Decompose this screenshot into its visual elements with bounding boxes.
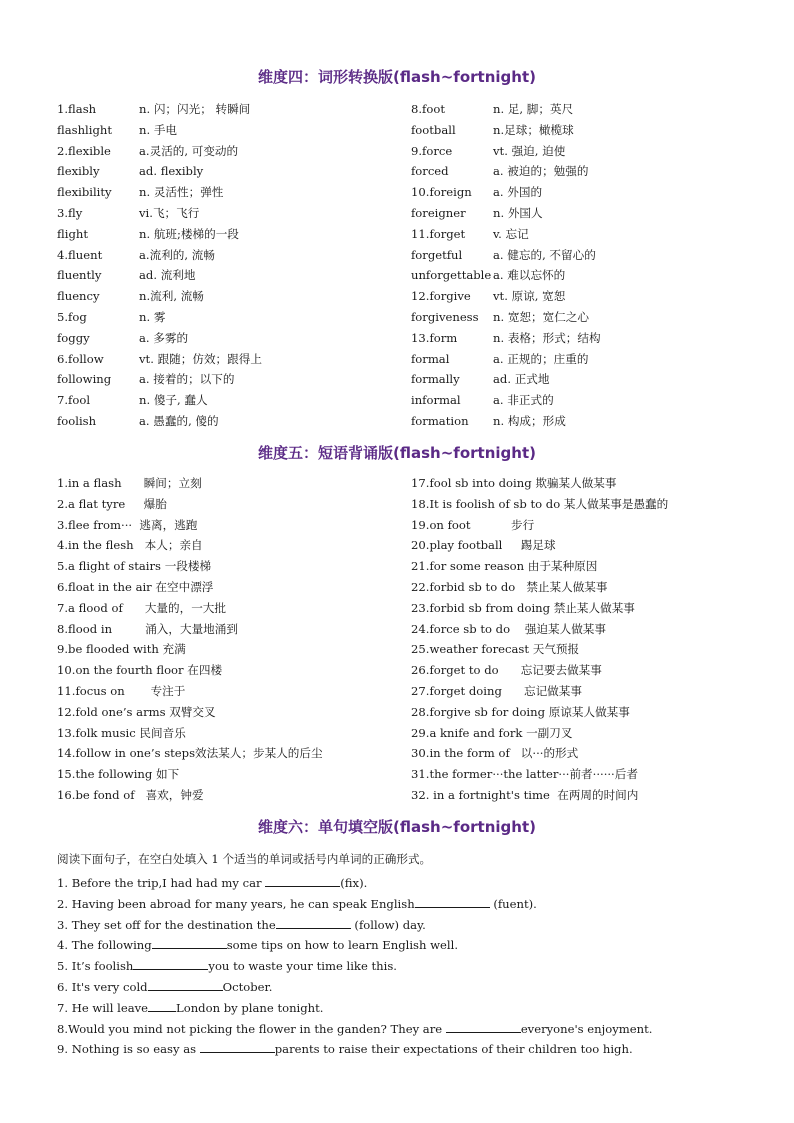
exercise-text-after: some tips on how to learn English well. — [226, 938, 459, 953]
vocab-meaning: a. 多雾的 — [139, 330, 189, 345]
answer-blank[interactable] — [133, 956, 208, 970]
exercise-text-before: 1. Before the trip,I had had my car — [57, 876, 266, 890]
section5-left-column — [57, 473, 402, 806]
vocab-row — [411, 307, 751, 328]
answer-blank[interactable] — [148, 977, 223, 991]
phrase-text: 20.play football 踢足球 — [411, 538, 556, 553]
vocab-word: 13.form — [411, 330, 458, 345]
phrase-row — [411, 785, 756, 806]
exercise-text-after: you to waste your time like this. — [208, 959, 397, 974]
phrase-text: 26.forget to do 忘记要去做某事 — [411, 663, 602, 678]
phrase-row — [57, 702, 402, 723]
phrase-row — [57, 723, 402, 744]
section4-left-column — [57, 99, 397, 432]
phrase-row — [57, 743, 402, 764]
vocab-meaning: n. 雾 — [139, 309, 166, 324]
exercise-item — [57, 915, 747, 936]
vocab-meaning: n. 闪；闪光； 转瞬间 — [139, 102, 251, 116]
vocab-row — [411, 328, 751, 349]
phrase-row — [57, 577, 402, 598]
phrase-row — [411, 743, 756, 764]
phrase-text: 2.a flat tyre 爆胎 — [57, 496, 167, 511]
exercise-item — [57, 956, 747, 977]
answer-blank[interactable] — [446, 1019, 521, 1033]
vocab-row — [57, 390, 397, 411]
vocab-word: forgetful — [411, 247, 463, 262]
vocab-word: 5.fog — [57, 309, 87, 324]
vocab-row — [411, 141, 751, 162]
vocab-meaning: n. 构成；形成 — [493, 413, 566, 428]
vocab-word: flexibility — [57, 185, 112, 200]
vocab-meaning: n. 灵活性；弹性 — [139, 185, 224, 200]
phrase-text: 18.It is foolish of sb to do 某人做某事是愚蠢的 — [411, 496, 669, 511]
exercise-list — [57, 873, 747, 1060]
vocab-row — [411, 369, 751, 390]
phrase-row — [57, 494, 402, 515]
section4-title: 维度四：词形转换版(flash~fortnight) — [258, 68, 536, 86]
vocab-row — [411, 161, 751, 182]
exercise-text-after: October. — [222, 979, 273, 994]
vocab-row — [57, 182, 397, 203]
phrase-text: 19.on foot 步行 — [411, 517, 535, 532]
vocab-word: formal — [411, 351, 450, 366]
phrase-text: 28.forgive sb for doing 原谅某人做某事 — [411, 704, 630, 719]
vocab-meaning: a. 健忘的, 不留心的 — [493, 247, 596, 262]
phrase-row — [57, 535, 402, 556]
exercise-item — [57, 977, 747, 998]
phrase-text: 24.force sb to do 强迫某人做某事 — [411, 621, 606, 636]
vocab-meaning: a. 接着的；以下的 — [139, 372, 235, 387]
phrase-row — [57, 785, 402, 806]
vocab-meaning: a.流利的, 流畅 — [139, 247, 215, 262]
phrase-text: 27.forget doing 忘记做某事 — [411, 683, 582, 698]
vocab-word: forced — [411, 164, 449, 179]
vocab-row — [57, 141, 397, 162]
vocab-word: foggy — [57, 330, 90, 345]
answer-blank[interactable] — [148, 998, 176, 1012]
vocab-meaning: a.灵活的, 可变动的 — [139, 143, 239, 158]
phrase-text: 31.the former···the latter···前者······后者 — [411, 767, 638, 782]
phrase-row — [57, 515, 402, 536]
vocab-word: 11.forget — [411, 226, 466, 241]
vocab-word: flexibly — [57, 164, 100, 179]
exercise-text-after: London by plane tonight. — [176, 1000, 324, 1015]
vocab-row — [57, 307, 397, 328]
phrase-row — [411, 494, 756, 515]
phrase-text: 22.forbid sb to do 禁止某人做某事 — [411, 579, 608, 594]
vocab-word: 6.follow — [57, 351, 104, 366]
exercise-text-before: 9. Nothing is so easy as — [57, 1042, 200, 1057]
exercise-text-before: 3. They set off for the destination the — [57, 917, 276, 932]
vocab-word: football — [411, 122, 456, 137]
phrase-row — [57, 619, 402, 640]
phrase-row — [411, 660, 756, 681]
vocab-word: formally — [411, 372, 460, 387]
vocab-row — [411, 245, 751, 266]
phrase-row — [411, 598, 756, 619]
phrase-row — [411, 639, 756, 660]
phrase-text: 1.in a flash 瞬间；立刻 — [57, 476, 202, 490]
vocab-word: 12.forgive — [411, 289, 471, 304]
vocab-meaning: n.足球；橄榄球 — [493, 122, 574, 137]
vocab-word: 9.force — [411, 143, 453, 158]
phrase-row — [411, 515, 756, 536]
vocab-meaning: a. 正规的；庄重的 — [493, 351, 589, 366]
phrase-row — [411, 702, 756, 723]
exercise-text-after: (follow) day. — [350, 917, 426, 932]
vocab-word: 1.flash — [57, 102, 97, 116]
phrase-row — [411, 619, 756, 640]
phrase-text: 21.for some reason 由于某种原因 — [411, 559, 598, 574]
phrase-row — [57, 556, 402, 577]
vocab-meaning: ad. 正式地 — [493, 372, 550, 387]
vocab-row — [57, 224, 397, 245]
vocab-word: fluently — [57, 268, 102, 283]
exercise-item — [57, 894, 747, 915]
vocab-meaning: a. 被迫的；勉强的 — [493, 164, 589, 179]
phrase-text: 4.in the flesh 本人；亲自 — [57, 538, 203, 553]
phrase-text: 16.be fond of 喜欢，钟爱 — [57, 787, 204, 802]
phrase-row — [57, 660, 402, 681]
phrase-row — [411, 577, 756, 598]
phrase-text: 3.flee from··· 逃离，逃跑 — [57, 517, 198, 532]
vocab-row — [411, 411, 751, 432]
vocab-meaning: ad. flexibly — [139, 164, 204, 179]
answer-blank[interactable] — [415, 894, 490, 908]
vocab-row — [57, 411, 397, 432]
phrase-text: 10.on the fourth floor 在四楼 — [57, 663, 223, 678]
vocab-row — [57, 369, 397, 390]
exercise-text-after: everyone's enjoyment. — [520, 1021, 653, 1036]
vocab-meaning: vt. 强迫, 迫使 — [493, 143, 566, 158]
vocab-meaning: vt. 跟随；仿效；跟得上 — [139, 351, 262, 366]
vocab-word: fluency — [57, 289, 100, 304]
vocab-word: informal — [411, 393, 461, 408]
phrase-row — [57, 598, 402, 619]
vocab-word: unforgettable — [411, 268, 492, 283]
vocab-meaning: a. 外国的 — [493, 185, 543, 200]
phrase-text: 12.fold one’s arms 双臂交叉 — [57, 704, 216, 719]
section6-title: 维度六：单句填空版(flash~fortnight) — [258, 818, 536, 836]
exercise-text-before: 7. He will leave — [57, 1000, 149, 1015]
vocab-meaning: v. 忘记 — [493, 226, 529, 241]
exercise-text-after: (fix). — [340, 876, 368, 890]
vocab-word: 2.flexible — [57, 143, 111, 158]
vocab-row — [57, 286, 397, 307]
vocab-word: 3.fly — [57, 205, 83, 220]
phrase-text: 11.focus on 专注于 — [57, 683, 186, 698]
exercise-item — [57, 998, 747, 1019]
phrase-text: 6.float in the air 在空中漂浮 — [57, 579, 214, 594]
phrase-row — [57, 473, 402, 494]
vocab-row — [57, 245, 397, 266]
phrase-row — [411, 723, 756, 744]
vocab-meaning: a. 愚蠢的, 傻的 — [139, 413, 219, 428]
exercise-item — [57, 935, 747, 956]
vocab-meaning: ad. 流利地 — [139, 268, 196, 283]
vocab-meaning: vi.飞；飞行 — [139, 205, 200, 220]
vocab-meaning: a. 难以忘怀的 — [493, 268, 566, 283]
exercise-text-before: 5. It’s foolish — [57, 959, 134, 974]
phrase-row — [411, 535, 756, 556]
vocab-row — [57, 203, 397, 224]
vocab-meaning: n. 宽恕；宽仁之心 — [493, 309, 589, 324]
vocab-row — [57, 99, 397, 120]
vocab-word: 7.fool — [57, 393, 91, 408]
vocab-meaning: n. 手电 — [139, 122, 178, 137]
vocab-row — [411, 120, 751, 141]
phrase-text: 8.flood in 涌入，大量地涌到 — [57, 621, 238, 636]
phrase-text: 29.a knife and fork 一副刀叉 — [411, 725, 573, 740]
vocab-word: following — [57, 372, 112, 387]
vocab-meaning: vt. 原谅, 宽恕 — [493, 289, 566, 304]
vocab-meaning: n. 外国人 — [493, 205, 543, 220]
phrase-row — [411, 681, 756, 702]
vocab-meaning: n. 傻子, 蠢人 — [139, 393, 208, 408]
vocab-word: forgiveness — [411, 309, 479, 324]
vocab-row — [57, 349, 397, 370]
vocab-row — [57, 120, 397, 141]
exercise-text-before: 6. It's very cold — [57, 979, 148, 994]
vocab-meaning: n. 表格；形式；结构 — [493, 330, 601, 345]
vocab-row — [411, 224, 751, 245]
exercise-item — [57, 1019, 747, 1040]
exercise-item — [57, 873, 747, 894]
exercise-text-before: 4. The following — [57, 938, 152, 953]
vocab-word: 4.fluent — [57, 247, 103, 262]
section5-title: 维度五：短语背诵版(flash~fortnight) — [258, 444, 536, 462]
vocab-meaning: n.流利, 流畅 — [139, 289, 204, 304]
phrase-text: 7.a flood of 大量的，一大批 — [57, 600, 226, 615]
vocab-meaning: n. 航班;楼梯的一段 — [139, 226, 239, 241]
vocab-meaning: n. 足, 脚；英尺 — [493, 102, 574, 116]
vocab-word: foreigner — [411, 205, 466, 220]
vocab-row — [57, 328, 397, 349]
vocab-meaning: a. 非正式的 — [493, 393, 554, 408]
vocab-row — [411, 349, 751, 370]
phrase-text: 17.fool sb into doing 欺骗某人做某事 — [411, 476, 617, 490]
phrase-text: 15.the following 如下 — [57, 767, 180, 782]
phrase-row — [411, 764, 756, 785]
vocab-row — [411, 286, 751, 307]
exercise-text-after: parents to raise their expectations of their children too high. — [274, 1042, 633, 1057]
exercise-text-after: (fuent). — [489, 896, 537, 911]
phrase-text: 9.be flooded with 充满 — [57, 642, 186, 657]
exercise-text-before: 8.Would you mind not picking the flower in the ganden? They are — [57, 1021, 446, 1036]
vocab-row — [57, 161, 397, 182]
phrase-text: 25.weather forecast 天气预报 — [411, 642, 580, 657]
vocab-word: flashlight — [57, 122, 113, 137]
phrase-text: 14.follow in one’s steps效法某人；步某人的后尘 — [57, 746, 323, 761]
vocab-row — [57, 265, 397, 286]
vocab-row — [411, 99, 751, 120]
phrase-text: 23.forbid sb from doing 禁止某人做某事 — [411, 600, 635, 615]
phrase-row — [411, 473, 756, 494]
answer-blank[interactable] — [200, 1039, 275, 1053]
section5-right-column — [411, 473, 756, 806]
section6-instruction: 阅读下面句子，在空白处填入 1 个适当的单词或括号内单词的正确形式。 — [57, 852, 432, 866]
vocab-row — [411, 390, 751, 411]
phrase-row — [57, 639, 402, 660]
exercise-text-before: 2. Having been abroad for many years, he can speak English — [57, 896, 415, 911]
vocab-word: formation — [411, 413, 469, 428]
vocab-row — [411, 265, 751, 286]
answer-blank[interactable] — [152, 935, 227, 949]
vocab-word: 8.foot — [411, 102, 445, 116]
phrase-row — [411, 556, 756, 577]
answer-blank[interactable] — [265, 873, 340, 887]
exercise-item — [57, 1039, 747, 1060]
phrase-text: 5.a flight of stairs 一段楼梯 — [57, 559, 212, 574]
phrase-text: 30.in the form of 以···的形式 — [411, 746, 579, 761]
phrase-text: 32. in a fortnight's time 在两周的时间内 — [411, 787, 639, 802]
vocab-word: 10.foreign — [411, 185, 472, 200]
section4-right-column — [411, 99, 751, 432]
vocab-row — [411, 203, 751, 224]
vocab-word: foolish — [57, 413, 97, 428]
vocab-word: flight — [57, 226, 88, 241]
phrase-text: 13.folk music 民间音乐 — [57, 725, 186, 740]
phrase-row — [57, 681, 402, 702]
answer-blank[interactable] — [276, 915, 351, 929]
phrase-row — [57, 764, 402, 785]
vocab-row — [411, 182, 751, 203]
